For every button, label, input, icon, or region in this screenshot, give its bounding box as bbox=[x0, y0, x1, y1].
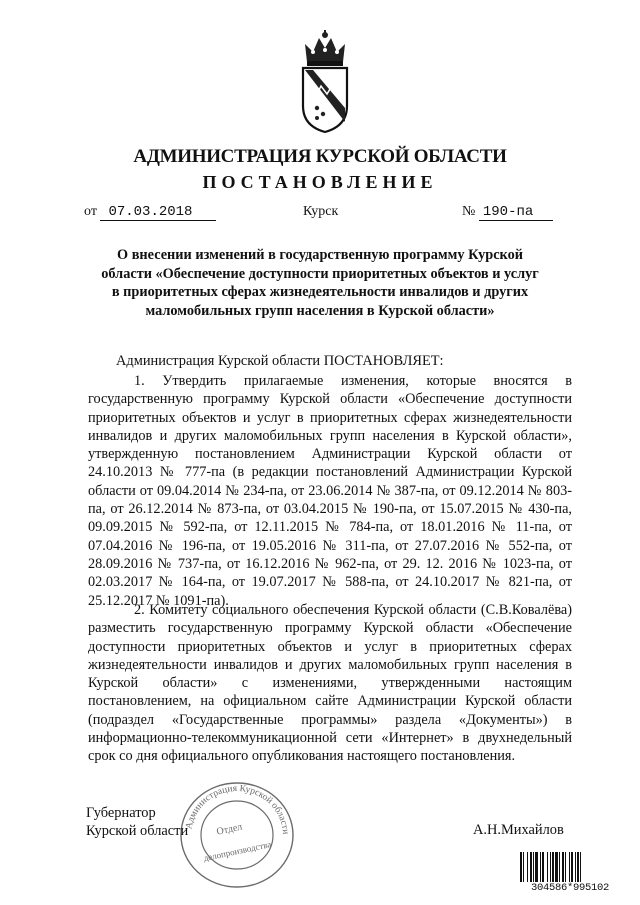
city-name: Курск bbox=[303, 204, 339, 219]
barcode-bar bbox=[533, 852, 534, 882]
coat-of-arms-emblem bbox=[293, 28, 357, 136]
barcode-bar bbox=[555, 852, 558, 882]
number-line bbox=[462, 204, 553, 221]
barcode-bar bbox=[527, 852, 528, 882]
date-prefix: от bbox=[84, 204, 97, 219]
barcode-bar bbox=[575, 852, 576, 882]
body-intro: Администрация Курской области ПОСТАНОВЛЯЕТ: bbox=[116, 353, 444, 369]
barcode-bar bbox=[565, 852, 566, 882]
barcode-bar bbox=[520, 852, 522, 882]
svg-text:Отдел: Отдел bbox=[215, 821, 244, 838]
signer-title-line-1: Губернатор bbox=[86, 805, 156, 821]
signer-title bbox=[86, 804, 188, 840]
barcode-bar bbox=[550, 852, 551, 882]
barcode-bar bbox=[580, 852, 581, 882]
page-title: АДМИНИСТРАЦИЯ КУРСКОЙ ОБЛАСТИ bbox=[133, 146, 507, 167]
document-number: 190-па bbox=[479, 204, 553, 221]
number-prefix: № bbox=[462, 204, 476, 219]
barcode-bar bbox=[559, 852, 560, 882]
barcode-bar bbox=[552, 852, 554, 882]
body-paragraph-1: 1. Утвердить прилагаемые изменения, которые вносятся в государственную программу Курской области «Обеспечение доступности приоритетных объектов и услуг в приоритетных сферах жизнедеятельности инвалидов и других маломобильных групп населения в Курской области», утвержденную постановлением Администрации Курской области от 24.10.2013 № 777-па (в редакции постановлений Администрации Курской области от 09.04.2014 № 234-па, от 23.06.2014 № 387-па, от 09.12.2014 № 803-па, от 26.12.2014 № 873-па, от 03.04.2015 № 190-па, от 15.07.2015 № 430-па, 09.09.2015 № 592-па, от 12.11.2015 № 784-па, от 18.01.2016 № 11-па, от 07.04.2016 № 196-па, от 19.05.2016 № 311-па, от 27.07.2016 № 552-па, от 28.09.2016 № 737-па, от 16.12.2016 № 962-па, от 29. 12. 2016 № 1023-па, от 02.03.2017 № 164-па, от 19.07.2017 № 588-па, от 24.10.2017 № 821-па, от 25.12.2017 № 1091-па). bbox=[88, 373, 572, 609]
body-paragraph-2: 2. Комитету социального обеспечения Курской области (С.В.Ковалёва) разместить государственную программу Курской области «Обеспечение доступности приоритетных объектов и услуг в приоритетных сферах жизнедеятельности инвалидов и других маломобильных групп населения в Курской области» с изменениями, утвержденными настоящим постановлением, на официальном сайте Администрации Курской области (подраздел «Государственные программы» раздела «Документы») в информационно-телекоммуникационной сети «Интернет» в двухнедельный срок со дня официального опубликования настоящего постановления. bbox=[88, 602, 572, 765]
svg-text:делопроизводства: делопроизводства bbox=[202, 839, 273, 864]
barcode-bar bbox=[540, 852, 541, 882]
document-date: 07.03.2018 bbox=[100, 204, 216, 221]
barcode-bar bbox=[569, 852, 570, 882]
barcode-bar bbox=[577, 852, 579, 882]
barcode-bar bbox=[571, 852, 573, 882]
signer-name: А.Н.Михайлов bbox=[473, 822, 564, 838]
barcode-bar bbox=[523, 852, 524, 882]
barcode-bar bbox=[530, 852, 532, 882]
shield-icon bbox=[303, 68, 347, 132]
barcode-bar bbox=[535, 852, 538, 882]
date-line bbox=[84, 204, 216, 221]
svg-text:Администрация Курской области: Администрация Курской области bbox=[184, 783, 291, 835]
barcode-bar bbox=[562, 852, 564, 882]
official-stamp bbox=[172, 780, 302, 890]
signer-title-line-2: Курской области bbox=[86, 823, 189, 839]
document-subject: О внесении изменений в государственную программу Курской области «Обеспечение доступности приоритетных объектов и услуг в приоритетных сферах жизнедеятельности инвалидов и других маломобильных групп населения в Курской области» bbox=[101, 247, 539, 319]
barcode-number: 304586*995102 bbox=[518, 882, 622, 894]
crown-icon bbox=[305, 30, 345, 66]
barcode-bar bbox=[542, 852, 544, 882]
barcode-bar bbox=[547, 852, 548, 882]
document-type: ПОСТАНОВЛЕНИЕ bbox=[202, 172, 438, 192]
